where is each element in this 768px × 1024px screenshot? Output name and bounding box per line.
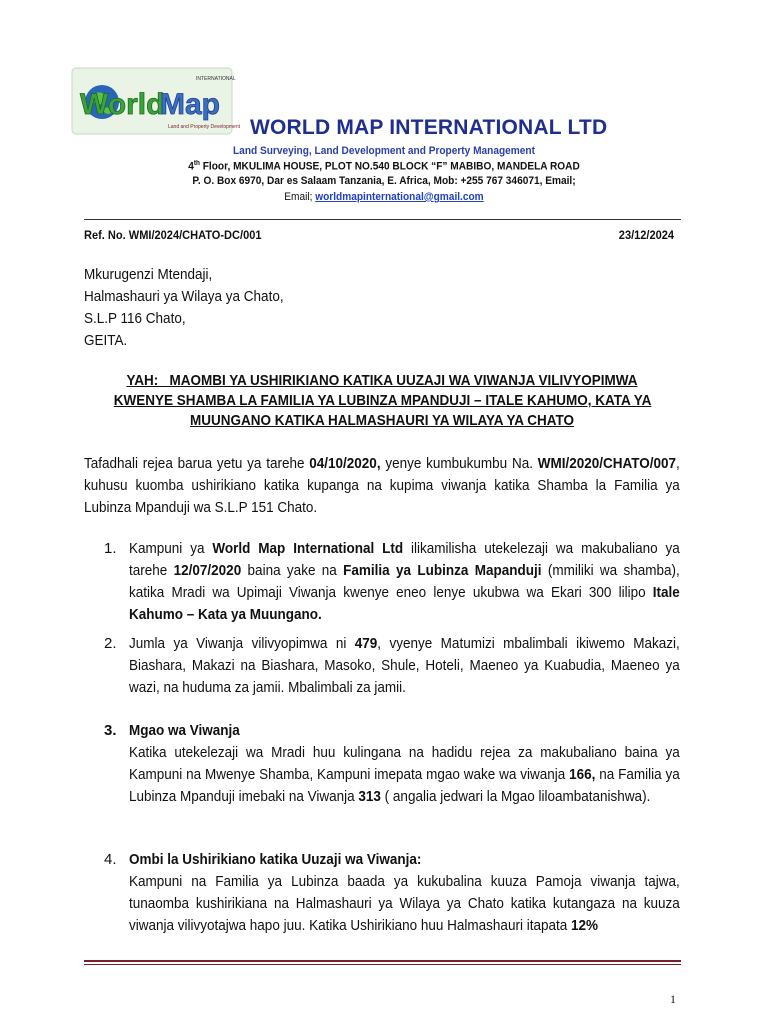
company-tagline: Land Surveying, Land Development and Property Management xyxy=(233,145,535,157)
section-heading: Mgao wa Viwanja xyxy=(129,722,240,739)
intro-paragraph: Tafadhali rejea barua yetu ya tarehe 04/10/2020, yenye kumbukumbu Na. WMI/2020/CHATO/007, kuhusu kuomba ushirikiano katika kupanga na kupima viwanja katika Shamba la Familia ya Lubinza Mpanduji wa S.L.P 151 Chato. xyxy=(84,455,680,516)
logo-international: INTERNATIONAL xyxy=(196,76,236,82)
company-name: WORLD MAP INTERNATIONAL LTD xyxy=(250,116,608,139)
reference-number: Ref. No. WMI/2024/CHATO-DC/001 xyxy=(84,228,262,242)
page-number: 1 xyxy=(670,992,676,1006)
addressee-block xyxy=(84,264,306,352)
footer-rule-thin xyxy=(84,964,681,965)
world-map-logo xyxy=(72,68,240,134)
addressee-line: GEITA. xyxy=(84,332,128,349)
email-line: Email; worldmapinternational@gmail.com xyxy=(284,191,484,203)
logo-subtitle: Land and Property Development xyxy=(168,124,240,130)
subject-heading: YAH: MAOMBI YA USHIRIKIANO KATIKA UUZAJI WA VIWANJA VILIVYOPIMWA KWENYE SHAMBA LA FAMILIA YA LUBINZA MPANDUJI – ITALE KAHUMO, KATA YA MUUNGANO KATIKA HALMASHAURI YA WILAYA YA CHATO xyxy=(113,372,652,429)
list-item: 3. Mgao wa Viwanja Katika utekelezaji wa Mradi huu kulingana na hadidu rejea za makubaliano baina ya Kampuni na Mwenye Shamba, Kampuni imepata mgao wake wa viwanja 166, na Familia ya Lubinza Mpanduji imebaki na Viwanja 313 ( angalia jedwari la Mgao liloambatanishwa). xyxy=(104,722,680,805)
email-link[interactable]: worldmapinternational@gmail.com xyxy=(315,191,484,203)
logo-word-map: Map xyxy=(160,88,220,121)
list-item: 2. Jumla ya Viwanja vilivyopimwa ni 479, vyenye Matumizi mbalimbali ikiwemo Makazi, Biashara, Makazi na Biashara, Masoko, Shule, Hoteli, Maeneo ya Kuabudia, Maeneo ya wazi, na huduma za jamii. Mbalimbali za jamii. xyxy=(104,635,680,696)
list-item: 1. Kampuni ya World Map International Ltd ilikamilisha utekelezaji wa makubaliano ya tarehe 12/07/2020 baina yake na Familia ya Lubinza Mapanduji (mmiliki wa shamba), katika Mradi wa Upimaji Viwanja kwenye eneo lenye ukubwa wa Ekari 300 lilipo Itale Kahumo – Kata ya Muungano. xyxy=(104,540,680,623)
letter-date: 23/12/2024 xyxy=(618,228,674,242)
addressee-line: S.L.P 116 Chato, xyxy=(84,310,186,327)
addressee-line: Mkurugenzi Mtendaji, xyxy=(84,266,213,283)
header-divider xyxy=(84,219,681,220)
footer-rule xyxy=(84,960,681,962)
section-heading: Ombi la Ushirikiano katika Uuzaji wa Viwanja: xyxy=(129,851,422,868)
addressee-line: Halmashauri ya Wilaya ya Chato, xyxy=(84,288,284,305)
list-item: 4. Ombi la Ushirikiano katika Uuzaji wa Viwanja: Kampuni na Familia ya Lubinza baada ya kukubalina kuuza Pamoja viwanja tajwa, tunaomba kushirikiana na Halmashauri ya Wilaya ya Chato katika kutangaza na kuuza viwanja vilivyotajwa hapo juu. Katika Ushirikiano huu Halmashauri itapata 12% xyxy=(104,851,680,934)
address-line-1: 4th Floor, MKULIMA HOUSE, PLOT NO.540 BLOCK “F” MABIBO, MANDELA ROAD xyxy=(188,160,580,173)
logo-word-world: World xyxy=(80,88,165,121)
address-line-2: P. O. Box 6970, Dar es Salaam Tanzania, E. Africa, Mob: +255 767 346071, Email; xyxy=(192,175,576,187)
